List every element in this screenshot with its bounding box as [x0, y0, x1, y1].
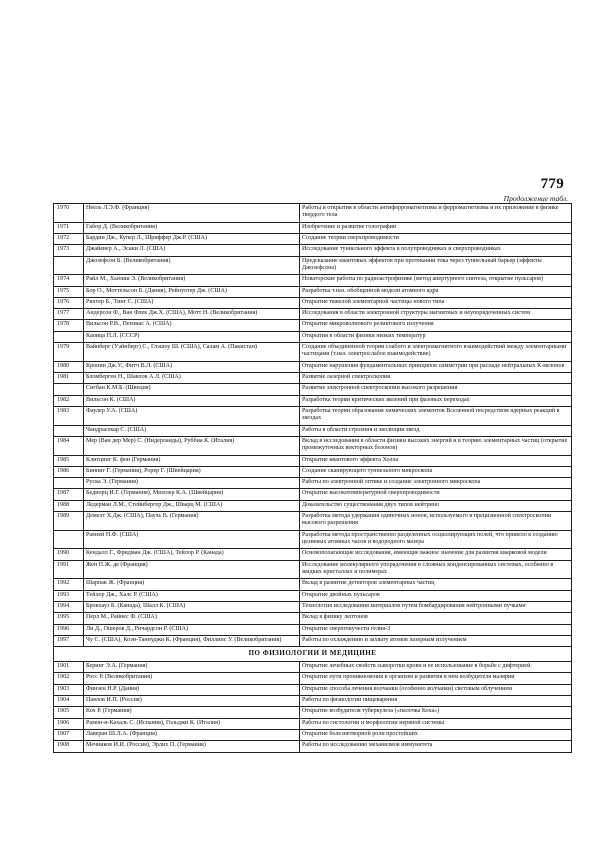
work-cell: Технология исследования материалов путем бомбардирования нейтронными пучками — [300, 601, 572, 612]
work-cell: Открытия в области физики низких температур — [300, 331, 572, 342]
laureates-cell: Сигбан К.М.Б. (Швеция) — [84, 384, 300, 395]
work-cell: Разработка теории критических явлений при фазовых переходах — [300, 395, 572, 406]
table-row — [54, 455, 572, 466]
laureates-cell: Кох Р. (Германия) — [84, 707, 300, 718]
laureates-cell: Чандрасекар С. (США) — [84, 425, 300, 436]
year-cell: 1993 — [54, 590, 84, 601]
table-row — [54, 309, 572, 320]
work-cell: Работы по охлаждению и захвату атомов лазерным излучением — [300, 635, 572, 646]
year-cell: 1989 — [54, 512, 84, 531]
table-continuation-note: Продолжение табл. — [503, 194, 568, 203]
laureates-cell: Шарпак Ж. (Франция) — [84, 579, 300, 590]
table-row — [54, 684, 572, 695]
laureates-cell: Райл М., Хьюиш Э. (Великобритания) — [84, 275, 300, 286]
medicine-section-header — [54, 647, 572, 662]
laureates-cell: Бломберген Н., Шавлов А.Л. (США) — [84, 373, 300, 384]
table-row — [54, 256, 572, 275]
laureates-cell: Рихтер Б., Тинг С. (США) — [84, 297, 300, 308]
laureates-cell: Андерсон Ф., Ван Флек Дж.Х. (США), Мотт Н. (Великобритания) — [84, 309, 300, 320]
laureates-cell: Неель Л.Э.Ф. (Франция) — [84, 204, 300, 223]
table-row — [54, 478, 572, 489]
work-cell: Разработка теории образования химических элементов Вселенной посредством ядерных реакций в звездах — [300, 406, 572, 425]
table-row — [54, 331, 572, 342]
laureates-cell: Рамон-и-Кахаль С. (Испания), Гольджи К. (Италия) — [84, 718, 300, 729]
table-row — [54, 395, 572, 406]
year-cell: 1978 — [54, 320, 84, 331]
year-cell: 1980 — [54, 361, 84, 372]
table-row — [54, 741, 572, 752]
table-row — [54, 613, 572, 624]
table-row — [54, 406, 572, 425]
table-row — [54, 530, 572, 549]
laureates-cell: Кендалл Г., Фридман Дж. (США), Тейлор Р. (Канада) — [84, 549, 300, 560]
table-row — [54, 384, 572, 395]
table-row — [54, 425, 572, 436]
work-cell: Исследование туннельного эффекта в полупроводниках и сверхпроводниках — [300, 245, 572, 256]
laureates-cell: Клитцинг К. фон (Германия) — [84, 455, 300, 466]
laureates-cell: Демелт Х.Дж. (США), Пауль В. (Германия) — [84, 512, 300, 531]
laureates-cell: Беднорц И.Г. (Германия), Мюллер К.А. (Швейцария) — [84, 489, 300, 500]
laureates-cell: Джозефсон Б. (Великобритания) — [84, 256, 300, 275]
laureates-cell: Перл М., Райнес Ф. (США) — [84, 613, 300, 624]
work-cell: Изобретение и развитие голографии — [300, 222, 572, 233]
year-cell: 1990 — [54, 549, 84, 560]
work-cell: Разработка метода удержания одиночных ионов, используемого в прецизионной спектроскопии высокого разрешения — [300, 512, 572, 531]
year-cell: 1996 — [54, 624, 84, 635]
laureates-cell: Бор О., Моттельсон Б. (Дания), Рейнуотер Дж. (США) — [84, 286, 300, 297]
year-cell — [54, 530, 84, 549]
work-cell: Создание объединенной теории слабого и электромагнитного взаимодействий между элементарными частицами (т.наз. электрослабое взаимодействие) — [300, 343, 572, 362]
work-cell: Создание сканирующего туннельного микроскопа — [300, 466, 572, 477]
page-number: 779 — [540, 176, 564, 192]
work-cell: Вклад в развитие детекторов элементарных частиц — [300, 579, 572, 590]
year-cell: 1985 — [54, 455, 84, 466]
section-heading-row — [54, 647, 572, 662]
year-cell: 1904 — [54, 696, 84, 707]
work-cell: Открытие способа лечения волчанки (особенно волчанки) световым облучением — [300, 684, 572, 695]
year-cell: 1973 — [54, 245, 84, 256]
year-cell: 1997 — [54, 635, 84, 646]
table-row — [54, 297, 572, 308]
work-cell: Основополагающие исследования, имеющие важное значение для развития кварковой модели — [300, 549, 572, 560]
nobel-laureates-table — [53, 203, 572, 753]
year-cell: 1981 — [54, 373, 84, 384]
physics-section — [54, 204, 572, 647]
laureates-cell: Вильсон К. (США) — [84, 395, 300, 406]
year-cell: 1972 — [54, 233, 84, 244]
laureates-cell: Мер (Ван дер Мер) С. (Нидерланды), Руббиа К. (Италия) — [84, 436, 300, 455]
medicine-section — [54, 662, 572, 753]
table-row — [54, 730, 572, 741]
year-cell: 1986 — [54, 466, 84, 477]
year-cell: 1970 — [54, 204, 84, 223]
laureates-cell: Брокхауз Б. (Канада), Шалл К. (США) — [84, 601, 300, 612]
table-row — [54, 662, 572, 673]
work-cell: Открытие двойных пульсаров — [300, 590, 572, 601]
year-cell: 1983 — [54, 406, 84, 425]
work-cell: Вклад в физику лептонов — [300, 613, 572, 624]
work-cell: Доказательство существования двух типов нейтрино — [300, 500, 572, 511]
year-cell: 1992 — [54, 579, 84, 590]
table-row — [54, 245, 572, 256]
laureates-cell: Чу С. (США), Коэн-Таннуджи К. (Франция), Филлипс У. (Великобритания) — [84, 635, 300, 646]
work-cell: Вклад в исследования в области физики высоких энергий и в теорию элементарных частиц (открытие промежуточных векторных бозонов) — [300, 436, 572, 455]
work-cell: Развитие электронной спектроскопии высокого разрешения — [300, 384, 572, 395]
year-cell — [54, 478, 84, 489]
year-cell: 1906 — [54, 718, 84, 729]
year-cell: 1901 — [54, 662, 84, 673]
work-cell: Открытие сверхтекучести гелия-3 — [300, 624, 572, 635]
laureates-cell: Жен П.Ж. де (Франция) — [84, 560, 300, 579]
work-cell: Исследования в области электронной структуры магнитных и неупорядоченных систем — [300, 309, 572, 320]
work-cell: Открытие болезнетворной роли простейших — [300, 730, 572, 741]
table-row — [54, 204, 572, 223]
work-cell: Открытие лечебных свойств сыворотки крови и ее использование в борьбе с дифтерией — [300, 662, 572, 673]
laureates-cell: Габор Д. (Великобритания) — [84, 222, 300, 233]
work-cell: Работы в области строения и эволюции звезд — [300, 425, 572, 436]
laureates-cell: Павлов И.П. (Россия) — [84, 696, 300, 707]
laureates-cell: Беринг Э.А. (Германия) — [84, 662, 300, 673]
year-cell — [54, 256, 84, 275]
year-cell: 1995 — [54, 613, 84, 624]
work-cell: Работы по электронной оптике и создание электронного микроскопа — [300, 478, 572, 489]
year-cell: 1977 — [54, 309, 84, 320]
year-cell: 1902 — [54, 673, 84, 684]
table-row — [54, 275, 572, 286]
table-row — [54, 549, 572, 560]
laureates-cell: Вайнберг (Уэйнберг) С., Глэшоу Ш. (США), Салам А. (Пакистан) — [84, 343, 300, 362]
table-row — [54, 718, 572, 729]
work-cell: Создание теории сверхпроводимости — [300, 233, 572, 244]
work-cell: Предсказание квантовых эффектов при протекании тока через туннельный барьер (эффекты Джозефсона) — [300, 256, 572, 275]
table-row — [54, 500, 572, 511]
year-cell: 1907 — [54, 730, 84, 741]
work-cell: Открытие микроволнового реликтового излучения — [300, 320, 572, 331]
work-cell: Работы по исследованию механизмов иммунитета — [300, 741, 572, 752]
table-row — [54, 286, 572, 297]
work-cell: Работы и открытия в области антиферромагнетизма и ферромагнетизма и их приложение в физике твердого тела — [300, 204, 572, 223]
year-cell: 1991 — [54, 560, 84, 579]
year-cell: 1905 — [54, 707, 84, 718]
laureates-cell: Кронин Дж.У., Фитч В.Л. (США) — [84, 361, 300, 372]
table-row — [54, 707, 572, 718]
year-cell — [54, 425, 84, 436]
work-cell: Разработка т.наз. обобщенной модели атомного ядра — [300, 286, 572, 297]
laureates-cell: Бардин Дж., Купер Л., Шриффер Дж.Р. (США) — [84, 233, 300, 244]
table-row — [54, 361, 572, 372]
laureates-cell: Капица П.Л. (СССР) — [84, 331, 300, 342]
table-row — [54, 590, 572, 601]
work-cell: Новаторские работы по радиоастрофизике (метод апертурного синтеза, открытие пульсаров) — [300, 275, 572, 286]
table-row — [54, 466, 572, 477]
table-row — [54, 436, 572, 455]
work-cell: Открытие высокотемпературной сверхпроводимости — [300, 489, 572, 500]
table-row — [54, 673, 572, 684]
year-cell: 1908 — [54, 741, 84, 752]
laureates-cell: Ледерман Л.М., Стейнбергер Дж., Шварц М. (США) — [84, 500, 300, 511]
section-heading: ПО ФИЗИОЛОГИИ И МЕДИЦИНЕ — [54, 647, 572, 662]
laureates-cell: Мечников И.И. (Россия), Эрлих П. (Германия) — [84, 741, 300, 752]
work-cell: Работы по гистологии и морфологии нервной системы — [300, 718, 572, 729]
year-cell: 1994 — [54, 601, 84, 612]
table-row — [54, 489, 572, 500]
table-row — [54, 320, 572, 331]
work-cell: Открытие тяжелой элементарной частицы нового типа — [300, 297, 572, 308]
table-row — [54, 624, 572, 635]
laureates-cell: Ли Д., Ошеров Д., Ричардсон Р. (США) — [84, 624, 300, 635]
year-cell: 1903 — [54, 684, 84, 695]
laureates-cell: Лаверан Ш.Л.А. (Франция) — [84, 730, 300, 741]
laureates-cell: Джайевер А., Эсаки Л. (США) — [84, 245, 300, 256]
table-row — [54, 601, 572, 612]
work-cell: Открытие квантового эффекта Холла — [300, 455, 572, 466]
laureates-cell: Рамзей Н.Ф. (США) — [84, 530, 300, 549]
work-cell: Исследование молекулярного упорядочения в сложных конденсированных системах, особенно в жидких кристаллах и полимерах — [300, 560, 572, 579]
year-cell: 1975 — [54, 286, 84, 297]
laureates-cell: Финзен Н.Р. (Дания) — [84, 684, 300, 695]
table-row — [54, 560, 572, 579]
table-row — [54, 222, 572, 233]
work-cell: Открытие пути проникновения в организм и развития в нем возбудителя малярии — [300, 673, 572, 684]
laureates-cell: Тейлор Дж., Халс Р. (США) — [84, 590, 300, 601]
year-cell: 1974 — [54, 275, 84, 286]
year-cell: 1971 — [54, 222, 84, 233]
year-cell: 1988 — [54, 500, 84, 511]
year-cell — [54, 384, 84, 395]
laureates-cell: Фаулер У.А. (США) — [84, 406, 300, 425]
laureates-cell: Вильсон Р.В., Пензиас А. (США) — [84, 320, 300, 331]
work-cell: Развитие лазерной спектроскопии — [300, 373, 572, 384]
laureates-cell: Бинниг Г. (Германия), Рорер Г. (Швейцария) — [84, 466, 300, 477]
work-cell: Работы по физиологии пищеварения — [300, 696, 572, 707]
table-row — [54, 635, 572, 646]
work-cell: Открытие нарушения фундаментальных принципов симметрии при распаде нейтральных К-мезонов — [300, 361, 572, 372]
work-cell: Открытие возбудителя туберкулеза («палочка Коха») — [300, 707, 572, 718]
year-cell: 1987 — [54, 489, 84, 500]
table-row — [54, 512, 572, 531]
year-cell: 1976 — [54, 297, 84, 308]
year-cell: 1979 — [54, 343, 84, 362]
table-row — [54, 373, 572, 384]
laureates-cell: Руска Э. (Германия) — [84, 478, 300, 489]
table-row — [54, 579, 572, 590]
year-cell: 1982 — [54, 395, 84, 406]
year-cell — [54, 331, 84, 342]
table-row — [54, 696, 572, 707]
work-cell: Разработка метода пространственно разделенных осциллирующих полей, что привело к созданию цезиевых атомных часов и водородного мазера — [300, 530, 572, 549]
laureates-cell: Росс Р. (Великобритания) — [84, 673, 300, 684]
table-row — [54, 343, 572, 362]
year-cell: 1984 — [54, 436, 84, 455]
table-row — [54, 233, 572, 244]
